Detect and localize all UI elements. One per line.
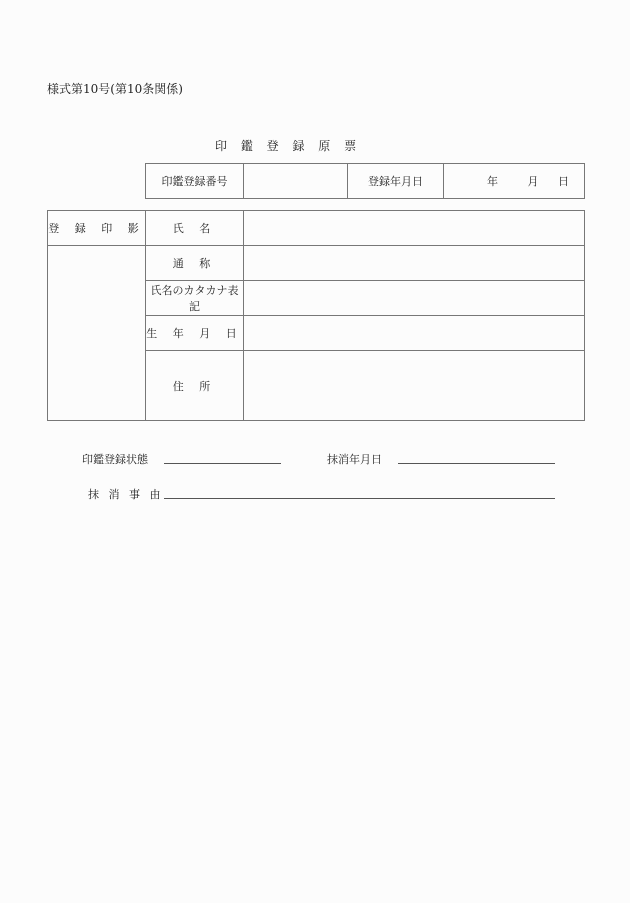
- reg-number-field[interactable]: [244, 164, 348, 199]
- seal-impression-label: 登 録 印 影: [48, 211, 146, 246]
- alias-field[interactable]: [244, 246, 585, 281]
- reg-date-field[interactable]: [444, 164, 585, 199]
- birth-date-label: 生 年 月 日: [146, 316, 244, 351]
- seal-impression-area: [48, 246, 146, 421]
- registration-status-field[interactable]: [164, 463, 281, 464]
- birth-date-field[interactable]: [244, 316, 585, 351]
- cancel-reason-field[interactable]: [164, 498, 555, 499]
- address-field[interactable]: [244, 351, 585, 421]
- katakana-name-label: 氏名のカタカナ表記: [146, 281, 244, 316]
- katakana-name-field[interactable]: [244, 281, 585, 316]
- registrant-table: [47, 210, 585, 421]
- address-label: 住 所: [146, 351, 244, 421]
- month-unit: 月: [527, 175, 539, 188]
- day-unit: 日: [558, 175, 569, 188]
- reg-date-label: 登録年月日: [348, 164, 444, 199]
- name-label: 氏 名: [146, 211, 244, 246]
- document-title: 印 鑑 登 録 原 票: [215, 139, 362, 153]
- cancel-date-field[interactable]: [398, 463, 555, 464]
- cancel-reason-label: 抹 消 事 由: [88, 488, 164, 501]
- cancel-date-label: 抹消年月日: [327, 453, 382, 466]
- year-unit: 年: [487, 175, 498, 188]
- alias-label: 通 称: [146, 246, 244, 281]
- form-number: 様式第10号(第10条関係): [47, 82, 183, 96]
- name-field[interactable]: [244, 211, 585, 246]
- reg-number-label: 印鑑登録番号: [146, 164, 244, 199]
- registration-header-table: [145, 163, 585, 199]
- registration-status-label: 印鑑登録状態: [82, 453, 148, 466]
